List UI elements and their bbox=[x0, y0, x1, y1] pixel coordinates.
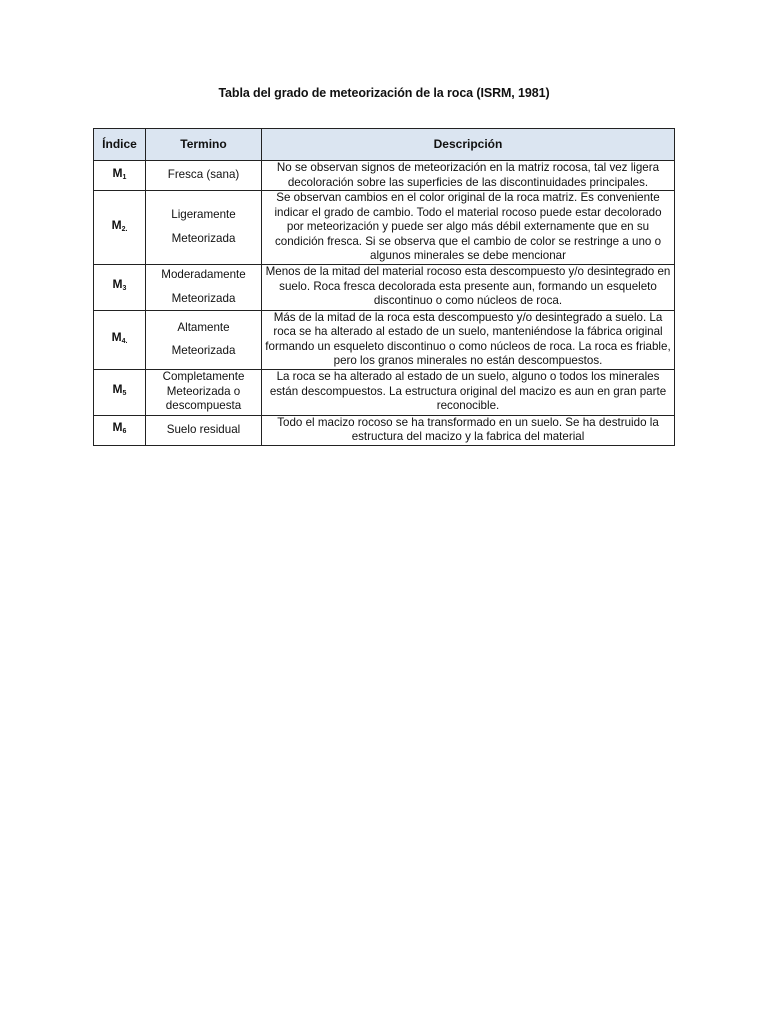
index-cell: $M_5$ bbox=[94, 369, 146, 415]
table-header-row bbox=[94, 129, 675, 161]
table-row bbox=[94, 415, 675, 445]
description-cell: La roca se ha alterado al estado de un suelo, alguno o todos los minerales están descompuestos. La estructura original del macizo es aun en gran parte reconocible. bbox=[262, 369, 675, 415]
header-term: Termino bbox=[146, 129, 262, 161]
term-cell: Altamente Meteorizada bbox=[146, 310, 262, 369]
index-cell: $M_{2.}$ bbox=[94, 191, 146, 265]
index-cell: $M_1$ bbox=[94, 161, 146, 191]
description-cell: Más de la mitad de la roca esta descompuesto y/o desintegrado a suelo. La roca se ha alterado al estado de un suelo, manteniéndose la fábrica original formando un esqueleto discontinuo o como núcleos de roca. La roca es friable, pero los granos minerales no están descompuestos. bbox=[262, 310, 675, 369]
term-cell: Moderadamente Meteorizada bbox=[146, 264, 262, 310]
description-cell: No se observan signos de meteorización en la matriz rocosa, tal vez ligera decoloración sobre las superficies de las discontinuidades principales. bbox=[262, 161, 675, 191]
description-cell: Todo el macizo rocoso se ha transformado en un suelo. Se ha destruido la estructura del macizo y la fabrica del material bbox=[262, 415, 675, 445]
description-cell: Se observan cambios en el color original de la roca matriz. Es conveniente indicar el grado de cambio. Todo el material rocoso puede estar decolorado por meteorización y puede ser algo más débil externamente que en su condición fresca. Si se observa que el cambio de color se restringe a uno o algunos minerales se debe mencionar bbox=[262, 191, 675, 265]
term-cell: Fresca (sana) bbox=[146, 161, 262, 191]
description-cell: Menos de la mitad del material rocoso esta descompuesto y/o desintegrado en suelo. Roca fresca decolorada esta presente aun, formando un esqueleto discontinuo o como núcleos de roca. bbox=[262, 264, 675, 310]
term-cell: Suelo residual bbox=[146, 415, 262, 445]
index-cell: $M_{4.}$ bbox=[94, 310, 146, 369]
term-cell: Completamente Meteorizada o descompuesta bbox=[146, 369, 262, 415]
table-row bbox=[94, 264, 675, 310]
header-index: Índice bbox=[94, 129, 146, 161]
index-cell: $M_6$ bbox=[94, 415, 146, 445]
header-description: Descripción bbox=[262, 129, 675, 161]
weathering-grade-table bbox=[93, 128, 675, 446]
table-row bbox=[94, 191, 675, 265]
document-title: Tabla del grado de meteorización de la roca (ISRM, 1981) bbox=[218, 86, 550, 100]
index-cell: $M_3$ bbox=[94, 264, 146, 310]
term-cell: Ligeramente Meteorizada bbox=[146, 191, 262, 265]
table-row bbox=[94, 310, 675, 369]
table-row bbox=[94, 369, 675, 415]
table-row bbox=[94, 161, 675, 191]
